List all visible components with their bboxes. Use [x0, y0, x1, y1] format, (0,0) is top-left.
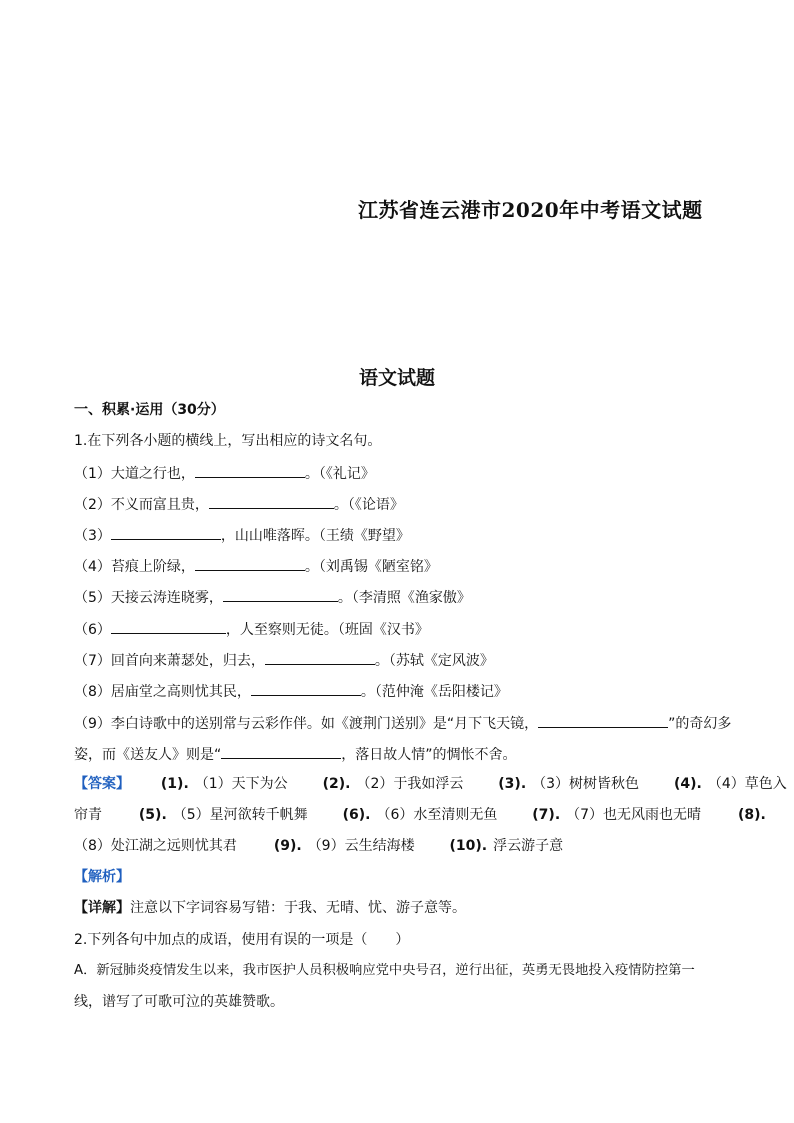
answer-text: （4）草色入	[707, 776, 787, 792]
fill-blank	[221, 743, 341, 759]
question-1-item-1	[74, 462, 375, 484]
answer-text: 浮云游子意	[493, 838, 564, 854]
answer-text: （6）水至清则无鱼	[376, 807, 498, 823]
exam-subtitle: 语文试题	[358, 367, 435, 389]
answer-tag: 【答案】	[74, 776, 130, 792]
question-1-item-2	[74, 493, 404, 515]
question-1-stem: 1.在下列各小题的横线上，写出相应的诗文名句。	[74, 433, 382, 449]
fill-blank	[111, 524, 221, 540]
fill-blank	[251, 680, 361, 696]
analysis-line	[74, 867, 130, 887]
answer-number: (1).	[160, 776, 189, 792]
answer-text: （1）天下为公	[194, 776, 288, 792]
item-text-after: 。（苏轼《定风波》	[374, 653, 494, 669]
item-text-before: （9）李白诗歌中的送别常与云彩作伴。如《渡荆门送别》是“月下飞天镜，	[74, 716, 539, 732]
answer-text: （5）星河欲转千帆舞	[172, 807, 308, 823]
item-text-before: （6）	[74, 622, 111, 638]
item-text-after: 。（范仲淹《岳阳楼记》	[360, 684, 508, 700]
answer-text: （8）处江湖之远则忧其君	[74, 838, 237, 854]
item-text-before: （7）回首向来萧瑟处，归去，	[74, 653, 265, 669]
item-text-after: 。（李清照《渔家傲》	[337, 590, 471, 606]
answer-number: (2).	[322, 776, 351, 792]
answer-line-3	[74, 836, 720, 856]
fill-blank	[111, 618, 226, 634]
item-text-after: ，山山唯落晖。（王绩《野望》	[220, 528, 410, 544]
answer-text: （2）于我如浮云	[356, 776, 464, 792]
answer-text: （9）云生结海楼	[307, 838, 415, 854]
answer-line-2	[74, 805, 766, 825]
detail-line	[74, 898, 466, 918]
item-text-before: （4）苔痕上阶绿，	[74, 559, 195, 575]
question-2-stem: 2.下列各句中加点的成语，使用有误的一项是（ ）	[74, 932, 410, 948]
answer-number: (5).	[138, 807, 167, 823]
answer-number: (9).	[273, 838, 302, 854]
answer-number: (7).	[532, 807, 561, 823]
fill-blank	[265, 649, 375, 665]
answer-number: (4).	[673, 776, 702, 792]
question-1-item-4	[74, 555, 438, 577]
answer-number: (3).	[498, 776, 527, 792]
question-1-item-9-line-1	[74, 712, 731, 734]
answer-text: 帘青	[74, 807, 102, 823]
question-1-item-9-line-2	[74, 743, 517, 765]
question-2-option-a-line-1: A．新冠肺炎疫情发生以来，我市医护人员积极响应党中央号召，逆行出征，英勇无畏地投入疫情防控第一	[74, 963, 695, 978]
item-text-after: 。（《礼记》	[304, 466, 375, 482]
fill-blank	[538, 712, 668, 728]
item-text-after: ”的奇幻多	[668, 716, 732, 732]
analysis-tag: 【解析】	[74, 869, 130, 885]
question-1-item-3	[74, 524, 410, 546]
answer-line-1	[74, 774, 787, 794]
detail-text: 注意以下字词容易写错：于我、无晴、忧、游子意等。	[130, 900, 466, 916]
fill-blank	[209, 493, 334, 509]
document-title: 江苏省连云港市2020年中考语文试题	[358, 198, 703, 222]
answer-text: （3）树树皆秋色	[532, 776, 640, 792]
fill-blank	[195, 555, 305, 571]
question-1-item-8	[74, 680, 508, 702]
fill-blank	[195, 462, 305, 478]
item-text-before: （3）	[74, 528, 111, 544]
item-text-after: 。（《论语》	[333, 497, 404, 513]
item-text-after: ，落日故人情”的惆怅不舍。	[341, 747, 517, 763]
question-2-option-a-line-2: 线，谱写了可歌可泣的英雄赞歌。	[74, 994, 284, 1010]
detail-tag: 【详解】	[74, 900, 130, 916]
answer-text: （7）也无风雨也无晴	[566, 807, 702, 823]
section-heading: 一、积累·运用（30分）	[74, 402, 225, 418]
item-text-after: 。（刘禹锡《陋室铭》	[304, 559, 438, 575]
item-text-after: ，人至察则无徒。（班固《汉书》	[225, 622, 429, 638]
question-1-item-5	[74, 586, 471, 608]
question-1-item-6	[74, 618, 429, 640]
item-text-before: （5）天接云涛连晓雾，	[74, 590, 223, 606]
item-text-before: 姿，而《送友人》则是“	[74, 747, 222, 763]
answer-number: (10).	[449, 838, 488, 854]
question-1-item-7	[74, 649, 494, 671]
item-text-before: （1）大道之行也，	[74, 466, 195, 482]
item-text-before: （2）不义而富且贵，	[74, 497, 209, 513]
answer-number: (6).	[342, 807, 371, 823]
item-text-before: （8）居庙堂之高则忧其民，	[74, 684, 251, 700]
fill-blank	[223, 586, 338, 602]
answer-number: (8).	[737, 807, 766, 823]
